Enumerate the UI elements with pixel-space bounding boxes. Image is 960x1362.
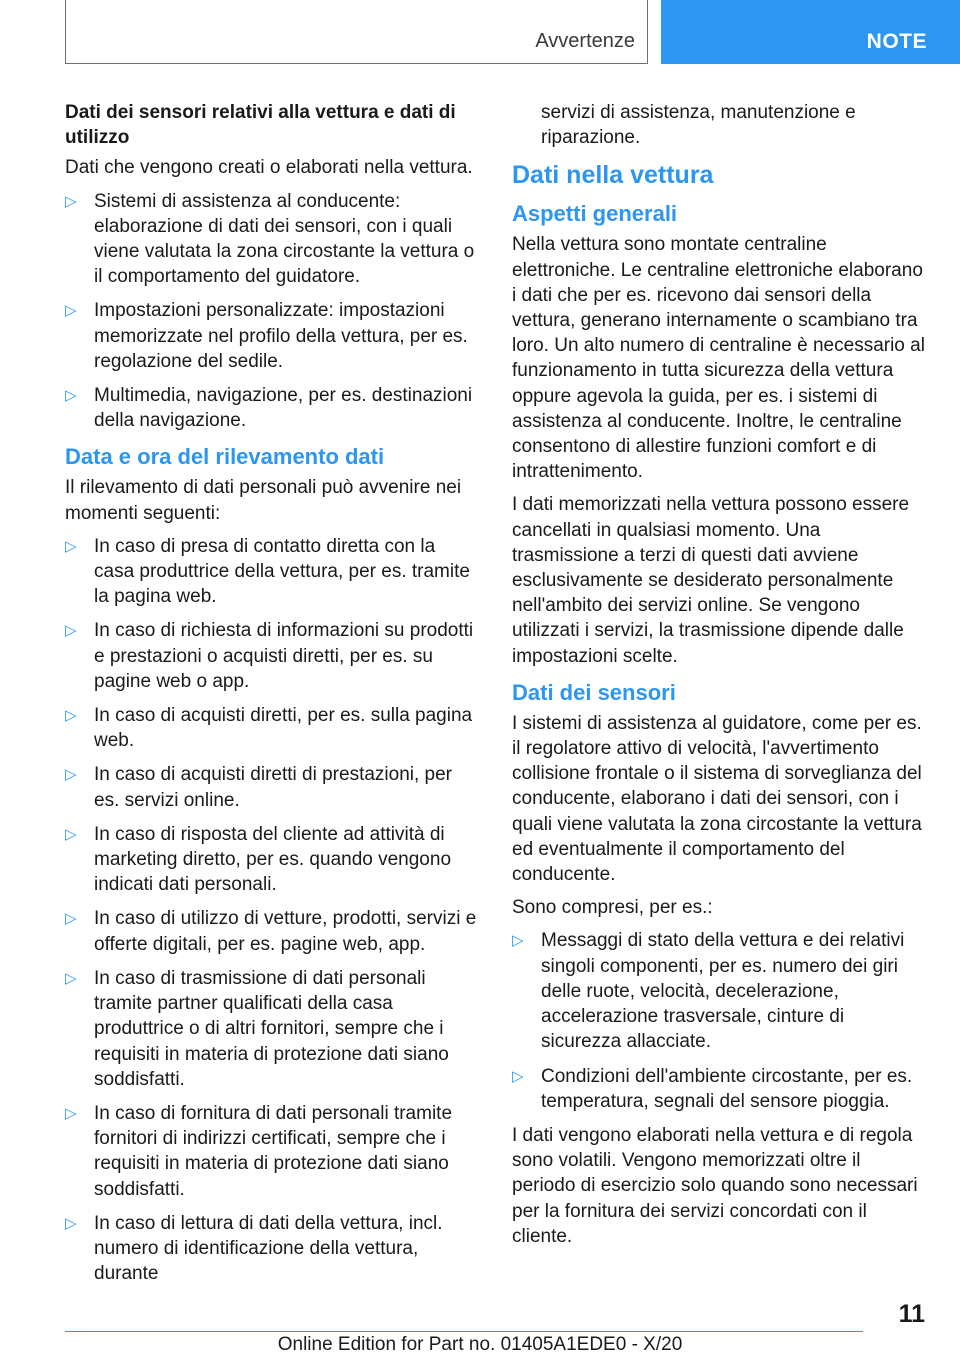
list-item: ▷ Multimedia, navigazione, per es. destinazioni della navigazione. bbox=[65, 385, 473, 432]
list-item: ▷ In caso di lettura di dati della vettura, incl. numero di identificazione della vettura, durante bbox=[65, 1212, 443, 1285]
paragraph: I dati memorizzati nella vettura possono essere cancellati in qualsiasi momento. Una trasmissione a terzi di questi dati avviene esclusivamente se desiderato personalmente nell'ambito dei servizi online. Se vengono utilizzati i servizi, la trasmissione dipende dalle impostazioni scelte. bbox=[512, 494, 910, 667]
list-sensor-examples bbox=[512, 928, 926, 1113]
intro-paragraph: Dati che vengono creati o elaborati nella vettura. bbox=[65, 157, 473, 179]
triangle-bullet-icon: ▷ bbox=[65, 387, 77, 405]
list-collection-moments bbox=[65, 534, 479, 1286]
triangle-bullet-icon: ▷ bbox=[65, 707, 77, 725]
triangle-bullet-icon: ▷ bbox=[65, 622, 77, 640]
footer-edition: Online Edition for Part no. 01405A1EDE0 - X/20 bbox=[277, 1334, 683, 1355]
list-item: ▷ In caso di richiesta di informazioni su prodotti e prestazioni o acquisti diretti, per es. su pagine web o app. bbox=[65, 620, 474, 692]
triangle-bullet-icon: ▷ bbox=[65, 969, 77, 987]
page-number: 11 bbox=[898, 1300, 925, 1328]
section-tab bbox=[65, 0, 648, 64]
list-item: ▷ In caso di utilizzo di vetture, prodotti, servizi e offerte digitali, per es. pagine web, app. bbox=[65, 908, 477, 955]
section-title: Dati nella vettura bbox=[512, 161, 714, 190]
triangle-bullet-icon: ▷ bbox=[512, 932, 524, 950]
triangle-bullet-icon: ▷ bbox=[65, 825, 77, 843]
paragraph: Nella vettura sono montate centraline elettroniche. Le centraline elettroniche elaborano i dati che per es. ricevono dai sensori della vettura, generano internamente o scambiano tra loro. Un alto numero di centraline è necessario al funzionamento in tutta sicurezza della vettura oppure agevola la guida, per es. i sistemi di assistenza al conducente. Inoltre, le centraline consentono di allestire funzioni comfort e di intrattenimento. bbox=[512, 234, 925, 483]
list-item: ▷ In caso di risposta del cliente ad attività di marketing diretto, per es. quando vengono indicati dati personali. bbox=[65, 823, 452, 896]
paragraph: I sistemi di assistenza al guidatore, come per es. il regolatore attivo di velocità, l'avvertimento collisione frontale o il sistema di sorveglianza del conducente, elaborano i dati dei sensori, con i quali viene valutata la zona circostante la vettura ed eventualmente il comportamento del conducente. bbox=[512, 712, 922, 886]
triangle-bullet-icon: ▷ bbox=[65, 766, 77, 784]
paragraph: Sono compresi, per es.: bbox=[512, 897, 713, 919]
triangle-bullet-icon: ▷ bbox=[65, 1104, 77, 1122]
collection-intro: Il rilevamento di dati personali può avvenire nei momenti seguenti: bbox=[65, 477, 462, 524]
right-column bbox=[512, 100, 926, 1257]
list-item: ▷ In caso di presa di contatto diretta con la casa produttrice della vettura, per es. tramite la pagina web. bbox=[65, 535, 470, 608]
list-item: ▷ In caso di acquisti diretti di prestazioni, per es. servizi online. bbox=[65, 764, 453, 811]
list-item: ▷ Impostazioni personalizzate: impostazioni memorizzate nel profilo della vettura, per es. regolazione del sedile. bbox=[65, 300, 468, 372]
list-item: ▷ In caso di acquisti diretti, per es. sulla pagina web. bbox=[65, 705, 473, 752]
list-item: ▷ Condizioni dell'ambiente circostante, per es. temperatura, segnali del sensore pioggia. bbox=[512, 1065, 913, 1112]
list-item: ▷ In caso di fornitura di dati personali tramite fornitori di indirizzi certificati, sempre che i requisiti in materia di protezione dati siano soddisfatti. bbox=[65, 1102, 453, 1200]
heading-sensor-data: Dati dei sensori bbox=[512, 679, 676, 705]
triangle-bullet-icon: ▷ bbox=[65, 192, 77, 210]
paragraph: I dati vengono elaborati nella vettura e di regola sono volatili. Vengono memorizzati oltre il periodo di esercizio solo quando sono necessari per la fornitura dei servizi concordati con il cliente. bbox=[512, 1124, 918, 1247]
continued-list-text: servizi di assistenza, manutenzione e riparazione. bbox=[541, 102, 856, 149]
footer-divider bbox=[65, 1331, 863, 1332]
triangle-bullet-icon: ▷ bbox=[512, 1067, 524, 1085]
triangle-bullet-icon: ▷ bbox=[65, 1214, 77, 1232]
list-item: ▷ In caso di trasmissione di dati personali tramite partner qualificati della casa produttrice o di altri fornitori, sempre che i requisiti in materia di protezione dati siano soddisfatti. bbox=[65, 967, 449, 1090]
subheading-sensor-data: Dati dei sensori relativi alla vettura e dati di utilizzo bbox=[65, 102, 456, 149]
list-item: ▷ Sistemi di assistenza al conducente: elaborazione di dati dei sensori, con i quali viene valutata la zona circostante la vettura o il comportamento del guidatore. bbox=[65, 190, 475, 288]
list-data-types bbox=[65, 189, 479, 434]
heading-data-collection-time: Data e ora del rilevamento dati bbox=[65, 444, 385, 470]
triangle-bullet-icon: ▷ bbox=[65, 537, 77, 555]
triangle-bullet-icon: ▷ bbox=[65, 910, 77, 928]
list-item: ▷ Messaggi di stato della vettura e dei relativi singoli componenti, per es. numero dei giri delle ruote, velocità, decelerazione, accelerazione trasversale, cinture di sicurezza allacciate. bbox=[512, 930, 905, 1053]
triangle-bullet-icon: ▷ bbox=[65, 302, 77, 320]
heading-general-aspects: Aspetti generali bbox=[512, 201, 678, 227]
note-badge-label: NOTE bbox=[866, 30, 927, 53]
left-column bbox=[65, 100, 479, 1295]
section-tab-label: Avvertenze bbox=[535, 30, 635, 52]
note-badge bbox=[661, 0, 960, 64]
